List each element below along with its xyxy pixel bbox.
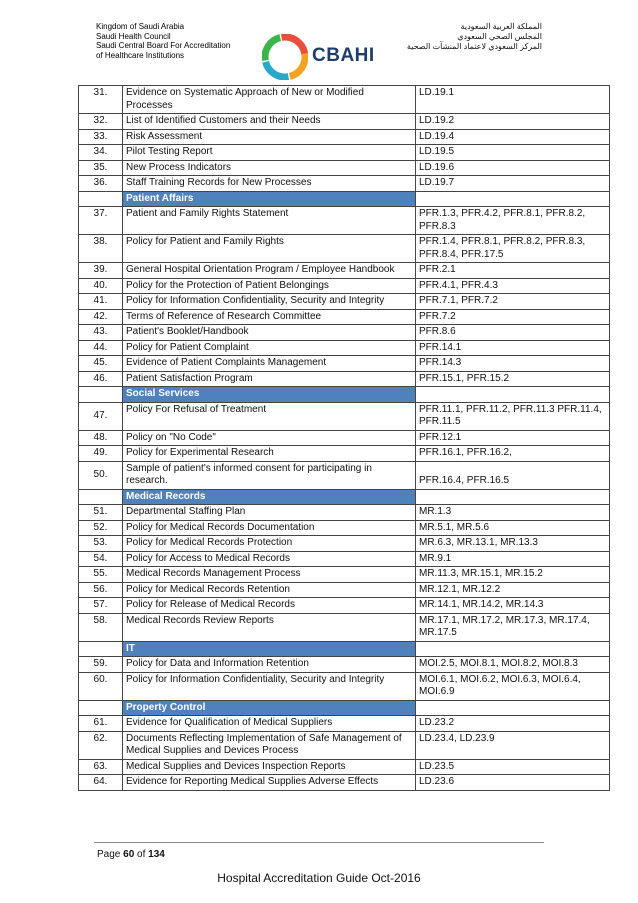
org-line: of Healthcare Institutions (96, 50, 185, 60)
document-title: Medical Supplies and Devices Inspection Reports (123, 759, 416, 775)
standard-reference: PFR.14.3 (416, 356, 610, 372)
table-row (79, 129, 610, 145)
row-number: 45. (79, 356, 123, 372)
section-ref-cell (416, 641, 610, 657)
documents-table (78, 85, 610, 791)
row-number: 49. (79, 446, 123, 462)
table-row (79, 402, 610, 430)
standard-reference: PFR.15.1, PFR.15.2 (416, 371, 610, 387)
document-title: Policy for Release of Medical Records (123, 598, 416, 614)
section-number-cell (79, 191, 123, 207)
table-row (79, 759, 610, 775)
document-title: Policy for Information Confidentiality, Security and Integrity (123, 294, 416, 310)
table-row (79, 551, 610, 567)
footer-divider (94, 842, 544, 843)
table-row (79, 446, 610, 462)
row-number: 44. (79, 340, 123, 356)
standard-reference: LD.23.6 (416, 775, 610, 791)
table-row (79, 520, 610, 536)
table-row (79, 114, 610, 130)
standard-reference: MR.5.1, MR.5.6 (416, 520, 610, 536)
section-title: Social Services (123, 387, 416, 403)
row-number: 41. (79, 294, 123, 310)
document-title: Staff Training Records for New Processes (123, 176, 416, 192)
section-ref-cell (416, 489, 610, 505)
row-number: 39. (79, 263, 123, 279)
standard-reference: PFR.8.6 (416, 325, 610, 341)
standard-reference: LD.19.5 (416, 145, 610, 161)
table-row (79, 176, 610, 192)
section-header-row (79, 641, 610, 657)
row-number: 56. (79, 582, 123, 598)
section-title: Medical Records (123, 489, 416, 505)
standard-reference: MR.9.1 (416, 551, 610, 567)
page-current: 60 (123, 849, 135, 860)
standard-reference: PFR.4.1, PFR.4.3 (416, 278, 610, 294)
document-title: Medical Records Management Process (123, 567, 416, 583)
table-row (79, 325, 610, 341)
standard-reference: LD.19.7 (416, 176, 610, 192)
cbahi-logo-icon (262, 34, 308, 80)
logo-wordmark: CBAHI (312, 45, 375, 66)
standard-reference: LD.19.6 (416, 160, 610, 176)
standard-reference: LD.23.2 (416, 716, 610, 732)
document-title: Policy for Medical Records Protection (123, 536, 416, 552)
section-number-cell (79, 700, 123, 716)
table-row (79, 340, 610, 356)
standard-reference: PFR.7.2 (416, 309, 610, 325)
row-number: 31. (79, 86, 123, 114)
row-number: 63. (79, 759, 123, 775)
standard-reference: PFR.2.1 (416, 263, 610, 279)
document-title: Evidence on Systematic Approach of New or Modified Processes (123, 86, 416, 114)
table-row (79, 309, 610, 325)
standard-reference: PFR.1.4, PFR.8.1, PFR.8.2, PFR.8.3, PFR.8.4, PFR.17.5 (416, 235, 610, 263)
table-row (79, 294, 610, 310)
standard-reference: MR.6.3, MR.13.1, MR.13.3 (416, 536, 610, 552)
document-title: Policy for Experimental Research (123, 446, 416, 462)
document-title: New Process Indicators (123, 160, 416, 176)
org-line-arabic: المركز السعودي لاعتماد المنشآت الصحية (406, 42, 542, 51)
row-number: 33. (79, 129, 123, 145)
table-row (79, 536, 610, 552)
table-row (79, 145, 610, 161)
table-row (79, 207, 610, 235)
row-number: 43. (79, 325, 123, 341)
document-title: Policy for Access to Medical Records (123, 551, 416, 567)
standard-reference: MOI.2.5, MOI.8.1, MOI.8.2, MOI.8.3 (416, 657, 610, 673)
standard-reference: LD.19.1 (416, 86, 610, 114)
row-number: 54. (79, 551, 123, 567)
standard-reference: LD.23.4, LD.23.9 (416, 731, 610, 759)
document-title: Departmental Staffing Plan (123, 505, 416, 521)
document-title: Patient's Booklet/Handbook (123, 325, 416, 341)
standard-reference: MOI.6.1, MOI.6.2, MOI.6.3, MOI.6.4, MOI.6.9 (416, 672, 610, 700)
document-title: Policy for Data and Information Retention (123, 657, 416, 673)
section-ref-cell (416, 191, 610, 207)
row-number: 36. (79, 176, 123, 192)
table-row (79, 582, 610, 598)
standard-reference: MR.12.1, MR.12.2 (416, 582, 610, 598)
row-number: 55. (79, 567, 123, 583)
table-row (79, 567, 610, 583)
row-number: 40. (79, 278, 123, 294)
document-title: Policy for the Protection of Patient Belongings (123, 278, 416, 294)
section-title: Patient Affairs (123, 191, 416, 207)
standard-reference: PFR.11.1, PFR.11.2, PFR.11.3 PFR.11.4, PFR.11.5 (416, 402, 610, 430)
table-row (79, 356, 610, 372)
document-title: Terms of Reference of Research Committee (123, 309, 416, 325)
standard-reference: MR.11.3, MR.15.1, MR.15.2 (416, 567, 610, 583)
table-row (79, 86, 610, 114)
section-header-row (79, 387, 610, 403)
table-row (79, 598, 610, 614)
document-title: Policy for Patient Complaint (123, 340, 416, 356)
table-row (79, 505, 610, 521)
row-number: 42. (79, 309, 123, 325)
document-title: Policy for Medical Records Documentation (123, 520, 416, 536)
document-title: Evidence of Patient Complaints Management (123, 356, 416, 372)
table-row (79, 613, 610, 641)
row-number: 35. (79, 160, 123, 176)
org-line: Kingdom of Saudi Arabia (96, 22, 185, 31)
table-row (79, 672, 610, 700)
row-number: 34. (79, 145, 123, 161)
standard-reference: MR.1.3 (416, 505, 610, 521)
org-line-arabic: المملكة العربية السعودية (460, 22, 542, 31)
section-number-cell (79, 641, 123, 657)
row-number: 58. (79, 613, 123, 641)
page-header (0, 0, 638, 86)
section-header-row (79, 191, 610, 207)
documents-table-body (79, 86, 610, 791)
table-row (79, 430, 610, 446)
table-row (79, 731, 610, 759)
document-title: General Hospital Orientation Program / Employee Handbook (123, 263, 416, 279)
row-number: 32. (79, 114, 123, 130)
document-title: Policy for Patient and Family Rights (123, 235, 416, 263)
page-total: 134 (148, 849, 165, 860)
standard-reference: LD.19.4 (416, 129, 610, 145)
document-title: Policy on "No Code" (123, 430, 416, 446)
section-header-row (79, 489, 610, 505)
row-number: 59. (79, 657, 123, 673)
document-title: Patient and Family Rights Statement (123, 207, 416, 235)
guide-title: Hospital Accreditation Guide Oct-2016 (217, 871, 421, 885)
document-title: Policy for Medical Records Retention (123, 582, 416, 598)
row-number: 53. (79, 536, 123, 552)
row-number: 38. (79, 235, 123, 263)
standard-reference: LD.19.2 (416, 114, 610, 130)
standard-reference: LD.23.5 (416, 759, 610, 775)
standard-reference: PFR.7.1, PFR.7.2 (416, 294, 610, 310)
org-line: Saudi Central Board For Accreditation (96, 41, 231, 50)
document-title: Evidence for Qualification of Medical Suppliers (123, 716, 416, 732)
table-row (79, 716, 610, 732)
document-title: Policy for Information Confidentiality, Security and Integrity (123, 672, 416, 700)
standard-reference: MR.17.1, MR.17.2, MR.17.3, MR.17.4, MR.17.5 (416, 613, 610, 641)
table-row (79, 263, 610, 279)
row-number: 48. (79, 430, 123, 446)
document-title: Risk Assessment (123, 129, 416, 145)
row-number: 62. (79, 731, 123, 759)
row-number: 52. (79, 520, 123, 536)
standard-reference: PFR.16.4, PFR.16.5 (416, 461, 610, 489)
table-row (79, 775, 610, 791)
section-number-cell (79, 489, 123, 505)
document-title: Medical Records Review Reports (123, 613, 416, 641)
document-title: Sample of patient's informed consent for participating in research. (123, 461, 416, 489)
org-name-english (96, 22, 230, 60)
row-number: 64. (79, 775, 123, 791)
row-number: 61. (79, 716, 123, 732)
standard-reference: PFR.14.1 (416, 340, 610, 356)
row-number: 60. (79, 672, 123, 700)
row-number: 51. (79, 505, 123, 521)
page-prefix: Page (97, 849, 121, 860)
page-of: of (137, 849, 146, 860)
section-ref-cell (416, 700, 610, 716)
org-line-arabic: المجلس الصحي السعودي (457, 32, 542, 41)
document-title: Pilot Testing Report (123, 145, 416, 161)
row-number: 37. (79, 207, 123, 235)
section-title: Property Control (123, 700, 416, 716)
section-title: IT (123, 641, 416, 657)
section-ref-cell (416, 387, 610, 403)
standard-reference: MR.14.1, MR.14.2, MR.14.3 (416, 598, 610, 614)
standard-reference: PFR.1.3, PFR.4.2, PFR.8.1, PFR.8.2, PFR.8.3 (416, 207, 610, 235)
row-number: 57. (79, 598, 123, 614)
page-number (97, 849, 165, 860)
document-title: Patient Satisfaction Program (123, 371, 416, 387)
row-number: 46. (79, 371, 123, 387)
row-number: 47. (79, 402, 123, 430)
section-number-cell (79, 387, 123, 403)
table-row (79, 278, 610, 294)
table-row (79, 235, 610, 263)
row-number: 50. (79, 461, 123, 489)
document-title: Policy For Refusal of Treatment (123, 402, 416, 430)
table-row (79, 160, 610, 176)
table-row (79, 657, 610, 673)
document-title: Documents Reflecting Implementation of Safe Management of Medical Supplies and Devices Process (123, 731, 416, 759)
table-row (79, 371, 610, 387)
standard-reference: PFR.16.1, PFR.16.2, (416, 446, 610, 462)
document-title: List of Identified Customers and their Needs (123, 114, 416, 130)
standard-reference: PFR.12.1 (416, 430, 610, 446)
section-header-row (79, 700, 610, 716)
table-row (79, 461, 610, 489)
document-title: Evidence for Reporting Medical Supplies Adverse Effects (123, 775, 416, 791)
org-name-arabic (407, 22, 542, 52)
org-line: Saudi Health Council (96, 31, 171, 41)
